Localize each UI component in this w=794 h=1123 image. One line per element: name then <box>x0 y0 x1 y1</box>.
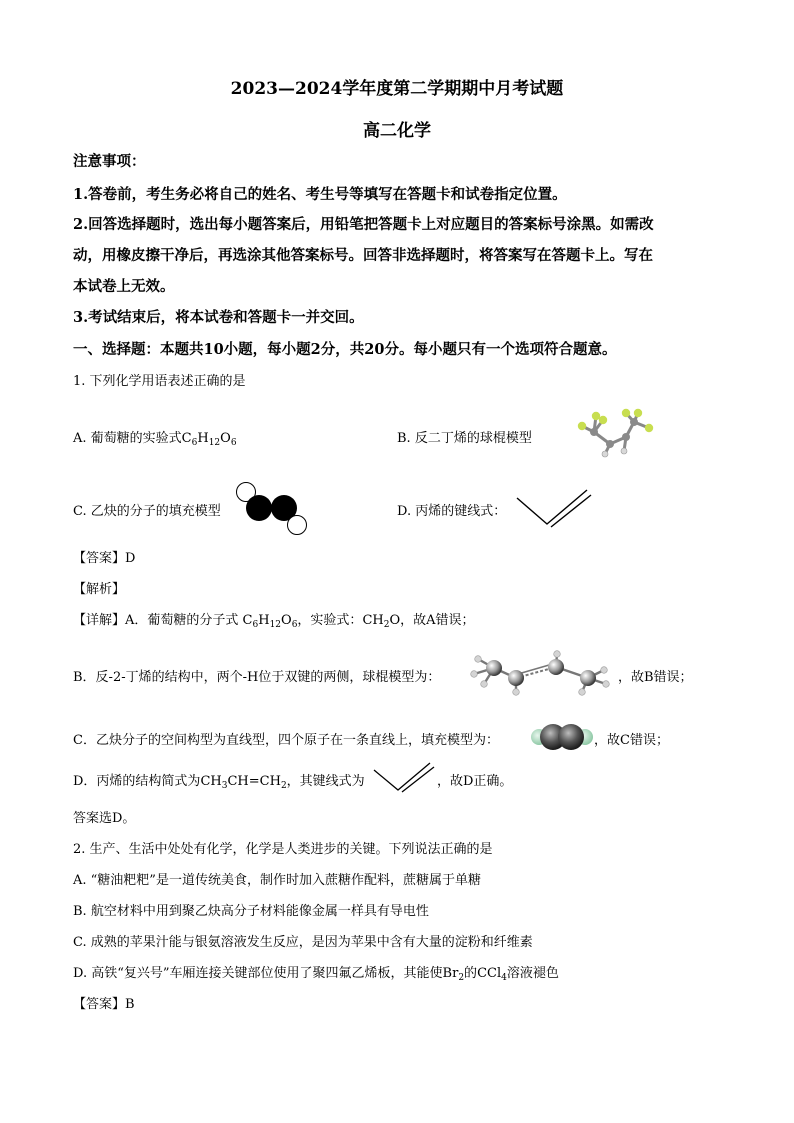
q1-detail-d: D．丙烯的结构简式为$CH_3CH=CH_2$，其键线式为 <box>73 774 365 791</box>
q1-option-b: B. 反二丁烯的球棍模型 <box>397 431 532 446</box>
detail-b-ball-stick-model <box>464 652 616 696</box>
q2-option-a: A. “糖油粑粑”是一道传统美食，制作时加入蔗糖作配料，蔗糖属于单糖 <box>73 873 481 888</box>
q1-detail-d-formula: $CH_3CH=CH_2$ <box>200 774 287 791</box>
q2-option-d-ccl4: CCl$_4$ <box>477 966 507 983</box>
q1-option-d: D. 丙烯的键线式： <box>397 504 507 519</box>
q1-analysis-heading: 【解析】 <box>73 582 126 597</box>
option-c-space-filling-model <box>234 480 310 538</box>
notice-heading: 注意事项： <box>73 153 146 170</box>
option-b-ball-stick-model <box>572 404 662 466</box>
q1-detail-b-text: B．反-2-丁烯的结构中，两个-H位于双键的两侧，球棍模型为： <box>73 670 441 685</box>
page-subtitle: 高二化学 <box>363 121 431 141</box>
q1-detail-b-suffix: ，故B错误； <box>618 670 693 685</box>
notice-item-2-line-3: 本试卷上无效。 <box>73 278 175 295</box>
notice-item-3: 3.考试结束后，将本试卷和答题卡一并交回。 <box>73 309 364 326</box>
q2-option-d-bromine: $Br_2$ <box>442 966 465 983</box>
detail-d-skeletal-formula <box>372 760 436 794</box>
q1-stem: 1. 下列化学用语表述正确的是 <box>73 374 246 389</box>
q2-option-d: D. 高铁“复兴号”车厢连接关键部位使用了聚四氟乙烯板，其能使$Br_2$的CCl$_4$溶液褪色 <box>73 966 559 983</box>
q1-detail-a-formula: $C_6H_{12}O_6$ <box>242 613 298 630</box>
page-title: 2023—2024学年度第二学期期中月考试题 <box>230 79 564 99</box>
notice-item-1: 1.答卷前，考生务必将自己的姓名、考生号等填写在答题卡和试卷指定位置。 <box>73 186 567 203</box>
q1-answer: 【答案】D <box>73 551 136 566</box>
q1-conclusion: 答案选D。 <box>73 811 136 826</box>
q1-option-a-formula: $C_6H_{12}O_6$ <box>181 431 237 448</box>
q1-detail-c-text: C．乙炔分子的空间构型为直线型，四个原子在一条直线上，填充模型为： <box>73 733 499 748</box>
q1-detail-a: 【详解】A．葡萄糖的分子式 $C_6H_{12}O_6$，实验式：$CH_2O$，故A错误； <box>73 613 475 630</box>
notice-item-2-line-1: 2.回答选择题时，选出每小题答案后，用铅笔把答题卡上对应题目的答案标号涂黑。如需改 <box>73 216 654 233</box>
q1-detail-d-suffix: ，故D正确。 <box>437 774 513 789</box>
section-1-heading: 一、选择题：本题共10小题，每小题2分，共20分。每小题只有一个选项符合题意。 <box>73 341 617 358</box>
q1-detail-c-suffix: ，故C错误； <box>594 733 669 748</box>
option-d-skeletal-formula <box>515 486 595 530</box>
q1-detail-a-empirical: $CH_2O$ <box>362 613 401 630</box>
q2-option-c: C. 成熟的苹果汁能与银氨溶液发生反应，是因为苹果中含有大量的淀粉和纤维素 <box>73 935 533 950</box>
q1-option-a <box>73 427 237 448</box>
q2-stem: 2. 生产、生活中处处有化学，化学是人类进步的关键。下列说法正确的是 <box>73 842 493 857</box>
notice-item-2-line-2: 动，用橡皮擦干净后，再选涂其他答案标号。回答非选择题时，将答案写在答题卡上。写在 <box>73 247 653 264</box>
q1-option-c: C. 乙炔的分子的填充模型 <box>73 504 221 519</box>
q1-option-a-text: A. 葡萄糖的实验式 <box>73 431 182 446</box>
q2-answer: 【答案】B <box>73 997 135 1012</box>
detail-c-space-filling-model <box>530 720 594 754</box>
q2-option-b: B. 航空材料中用到聚乙炔高分子材料能像金属一样具有导电性 <box>73 904 429 919</box>
